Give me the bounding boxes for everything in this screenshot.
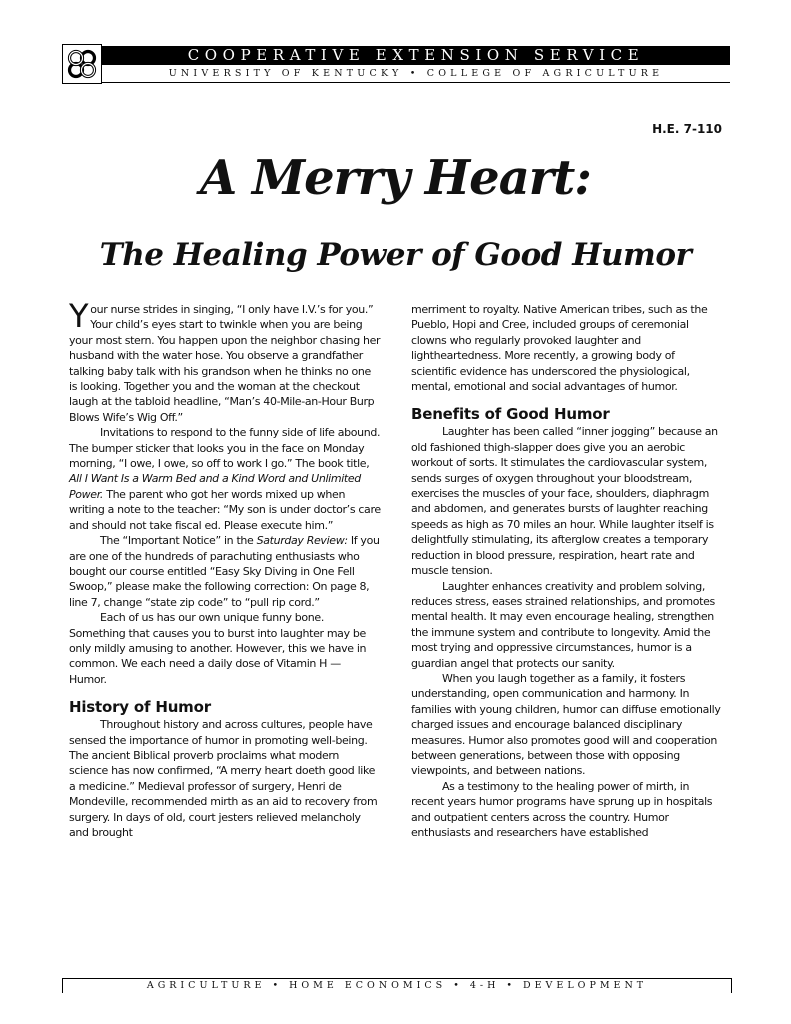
paragraph: merriment to royalty. Native American tribes, such as the Pueblo, Hopi and Cree, included groups of ceremonial clowns who regularly provoked laughter and lightheartedness. More recently, a growing body of scientific evidence has underscored the physiological, mental, emotional and social advantages of humor. (411, 303, 708, 394)
right-column (411, 302, 723, 840)
section-heading-history: History of Humor (69, 698, 211, 717)
page-title: A Merry Heart: (200, 150, 591, 206)
university-name: UNIVERSITY OF KENTUCKY • COLLEGE OF AGRICULTURE (102, 67, 730, 83)
service-name: COOPERATIVE EXTENSION SERVICE (102, 46, 730, 65)
footer-programs: AGRICULTURE • HOME ECONOMICS • 4-H • DEVELOPMENT (62, 978, 732, 993)
intro-paragraph: Your nurse strides in singing, “I only have I.V.’s for you.” Your child’s eyes start to twinkle when you are being your most stern. You happen upon the neighbor chasing her husband with the water hose. You observe a grandfather talking baby talk with his grandson when he thinks no one is looking. Together you and the woman at the checkout laugh at the tabloid headline, “Man’s 40-Mile-an-Hour Burp Blows Wife’s Wig Off.” (69, 297, 381, 424)
paragraph: The “Important Notice” in the Saturday Review: If you are one of the hundreds of parachuting enthusiasts who bought our course entitled “Easy Sky Diving in One Fell Swoop,” please make the following correction: On page 8, line 7, change “state zip code” to “pull rip cord.” (69, 534, 380, 609)
paragraph: As a testimony to the healing power of mirth, in recent years humor programs have sprung up in hospitals and outpatient centers across the country. Humor enthusiasts and researchers have established (411, 779, 713, 839)
section-heading-benefits: Benefits of Good Humor (411, 405, 610, 424)
clover-knot-logo-icon (62, 44, 102, 84)
page-subtitle: The Healing Power of Good Humor (99, 237, 692, 273)
paragraph: Invitations to respond to the funny side of life abound. The bumper sticker that looks you in the face on Monday morning, “I owe, I owe, so off to work I go.” The book title, All I Want Is a Warm Bed and a Kind Word and Unlimited Power. The parent who got her words mixed up when writing a note to the teacher: “My son is under doctor’s care and should not take fiscal ed. Please execute him.” (69, 426, 381, 532)
paragraph: When you laugh together as a family, it fosters understanding, open communication and harmony. In families with young children, humor can diffuse emotionally charged issues and encourage balanced disciplinary measures. Humor also promotes good will and cooperation between generations, between those with opposing viewpoints, and between nations. (411, 671, 721, 778)
paragraph: Each of us has our own unique funny bone. Something that causes you to burst into laughter may be only mildly amusing to another. However, this we have in common. We each need a daily dose of Vitamin H — Humor. (69, 611, 367, 686)
paragraph: Laughter enhances creativity and problem solving, reduces stress, eases strained relationships, and promotes mental health. It may even encourage healing, strengthen the immune system and contribute to longevity. Amid the most trying and oppressive circumstances, humor is a guardian angel that protects our sanity. (411, 579, 715, 670)
left-column (69, 297, 381, 840)
extension-header (62, 44, 730, 84)
paragraph: Throughout history and across cultures, people have sensed the importance of humor in promoting well-being. The ancient Biblical proverb proclaims what modern science has now confirmed, “A merry heart doeth good like a medicine.” Medieval professor of surgery, Henri de Mondeville, recommended mirth as an aid to recovery from surgery. In days of old, court jesters relieved melancholy and brought (69, 718, 378, 839)
publication-number: H.E. 7-110 (652, 122, 722, 136)
drop-cap: Y (69, 297, 89, 335)
paragraph: Laughter has been called “inner jogging” because an old fashioned thigh-slapper does give you an aerobic workout of sorts. It stimulates the cardiovascular system, sends surges of oxygen throughout your bloodstream, exercises the muscles of your face, shoulders, diaphragm and abdomen, and generates bursts of laughter reaching speeds as high as 70 miles an hour. While laughter itself is delightfully stimulating, its afterglow creates a temporary reduction in blood pressure, respiration, heart rate and muscle tension. (411, 425, 718, 578)
